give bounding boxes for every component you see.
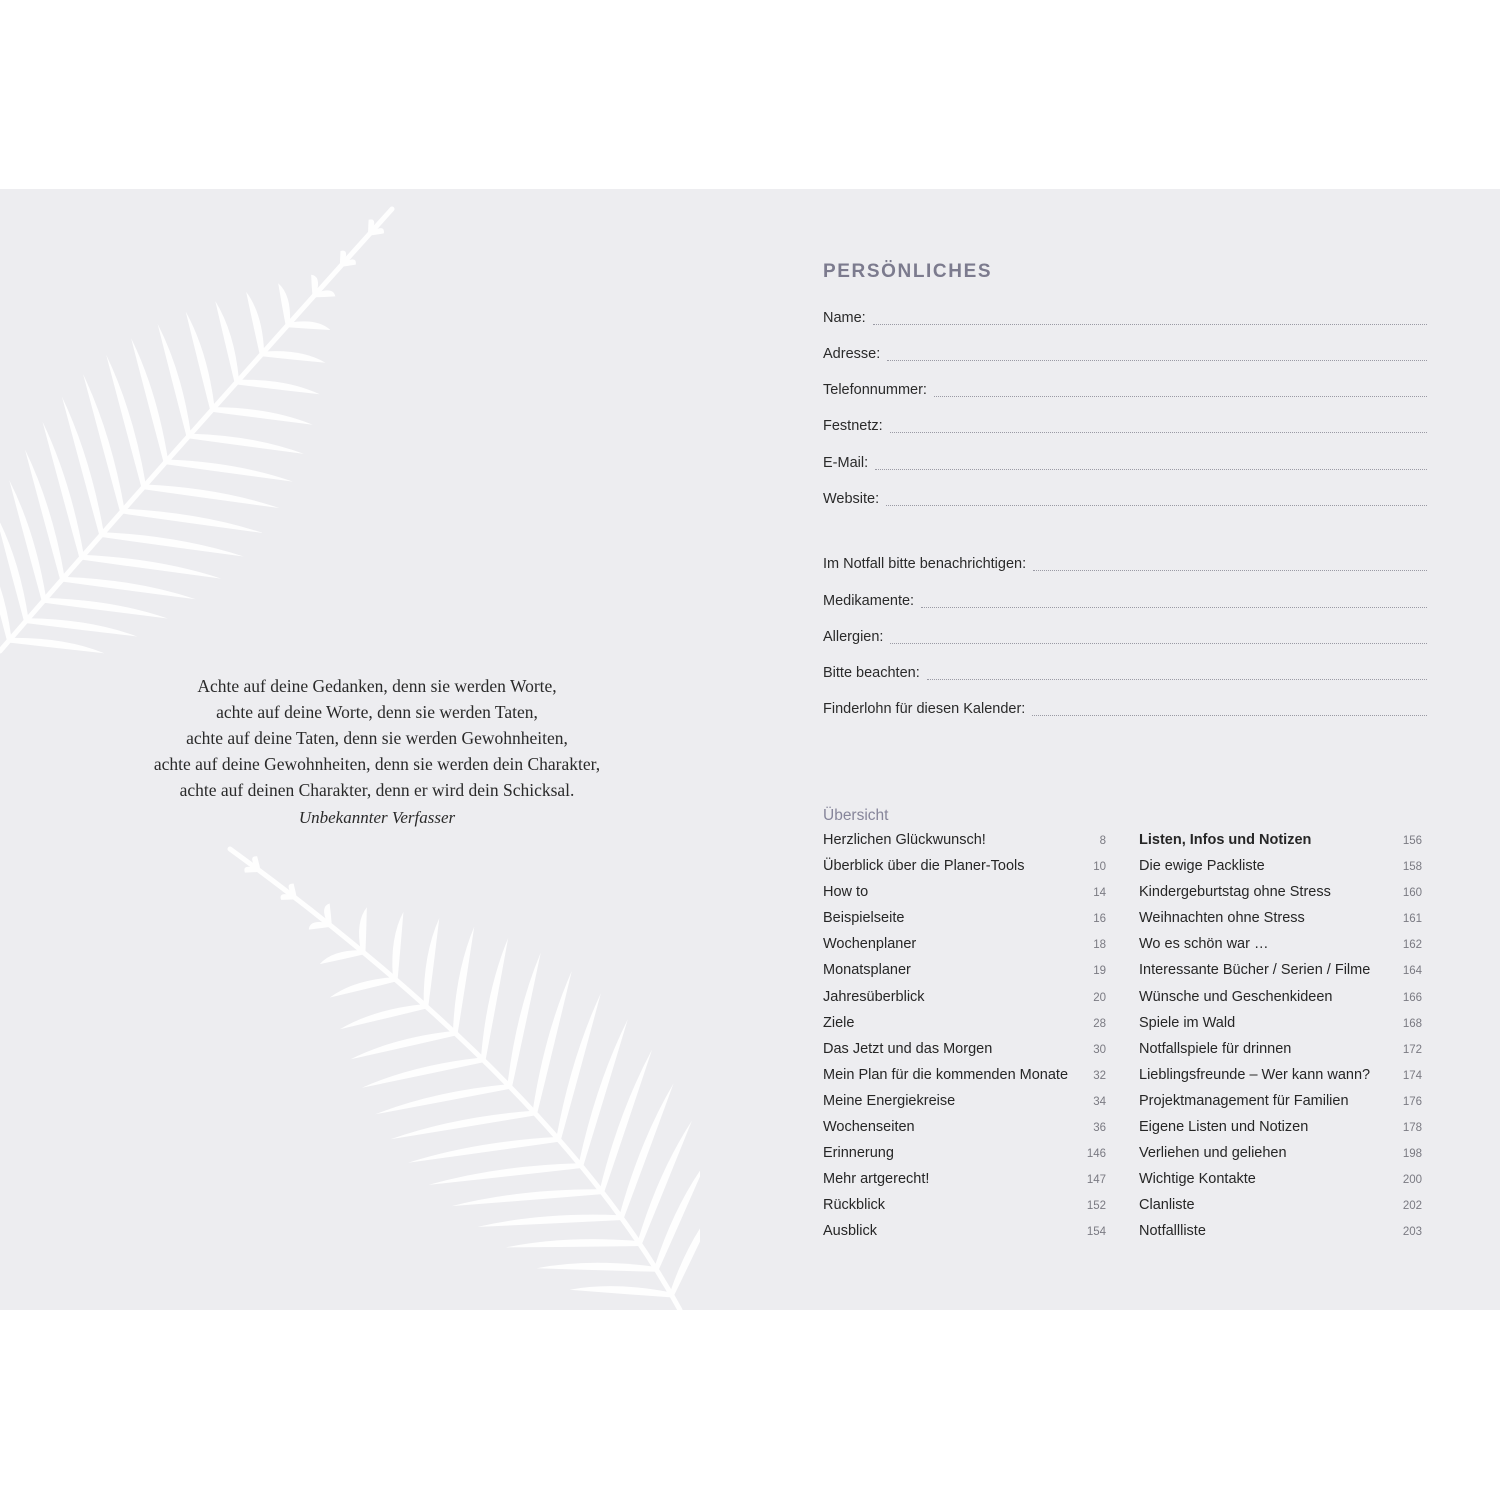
toc-entry-label: Verliehen und geliehen bbox=[1139, 1145, 1287, 1162]
toc-entry-label: Wochenplaner bbox=[823, 936, 917, 953]
toc-entry[interactable] bbox=[823, 989, 1106, 1015]
toc-entry[interactable] bbox=[1139, 910, 1422, 936]
toc-entry[interactable] bbox=[823, 858, 1106, 884]
toc-entry[interactable] bbox=[823, 936, 1106, 962]
toc-entry-page: 36 bbox=[1093, 1122, 1106, 1135]
toc-entry-label: Ziele bbox=[823, 1014, 855, 1031]
field-row bbox=[823, 624, 1427, 646]
toc-entry-page: 152 bbox=[1086, 1200, 1106, 1213]
field-input-line[interactable] bbox=[890, 432, 1427, 433]
field-input-line[interactable] bbox=[927, 679, 1427, 680]
field-input-line[interactable] bbox=[886, 505, 1427, 506]
toc-entry-label: How to bbox=[823, 884, 869, 901]
toc-entry-page: 178 bbox=[1402, 1122, 1422, 1135]
field-label: Festnetz: bbox=[823, 418, 883, 434]
toc-entry-page: 146 bbox=[1086, 1148, 1106, 1161]
toc-entry-page: 168 bbox=[1402, 1017, 1422, 1030]
toc-entry-page: 198 bbox=[1402, 1148, 1422, 1161]
field-input-line[interactable] bbox=[890, 643, 1427, 644]
toc-entry-label: Herzlichen Glückwunsch! bbox=[823, 832, 986, 848]
toc-entry-label: Kindergeburtstag ohne Stress bbox=[1139, 884, 1331, 901]
toc-entry-label: Eigene Listen und Notizen bbox=[1139, 1119, 1309, 1136]
toc-entry[interactable] bbox=[1139, 936, 1422, 962]
toc-entry[interactable] bbox=[1139, 858, 1422, 884]
toc-entry-label: Meine Energiekreise bbox=[823, 1092, 956, 1109]
book-spread bbox=[0, 189, 1500, 1310]
personal-title: PERSÖNLICHES bbox=[823, 261, 993, 282]
toc-entry-label: Clanliste bbox=[1139, 1197, 1195, 1214]
toc-entry-page: 172 bbox=[1402, 1043, 1422, 1056]
toc-entry[interactable] bbox=[823, 1197, 1106, 1223]
toc-entry[interactable] bbox=[1139, 832, 1422, 858]
field-label: Bitte beachten: bbox=[823, 665, 920, 681]
toc-entry[interactable] bbox=[1139, 884, 1422, 910]
toc-entry[interactable] bbox=[1139, 1197, 1422, 1223]
toc-entry-label: Wochenseiten bbox=[823, 1119, 915, 1136]
toc-entry-label: Das Jetzt und das Morgen bbox=[823, 1040, 993, 1057]
quote-line: achte auf deine Worte, denn sie werden Taten, bbox=[216, 702, 538, 722]
toc-entry-page: 200 bbox=[1402, 1174, 1422, 1187]
field-input-line[interactable] bbox=[1032, 715, 1427, 716]
quote-line: achte auf deine Taten, denn sie werden Gewohnheiten, bbox=[186, 728, 568, 748]
toc-entry-label: Interessante Bücher / Serien / Filme bbox=[1139, 962, 1371, 979]
field-row bbox=[823, 341, 1427, 363]
toc-entry-page: 20 bbox=[1093, 991, 1106, 1004]
toc-entry-label: Monatsplaner bbox=[823, 962, 911, 979]
toc-entry[interactable] bbox=[823, 884, 1106, 910]
toc-entry-label: Wünsche und Geschenkideen bbox=[1139, 988, 1333, 1005]
field-label: Finderlohn für diesen Kalender: bbox=[823, 701, 1026, 717]
toc-right-column bbox=[1139, 832, 1422, 1250]
toc-entry-label: Notfallliste bbox=[1139, 1223, 1206, 1240]
toc-entry[interactable] bbox=[823, 1093, 1106, 1119]
toc-entry[interactable] bbox=[1139, 1015, 1422, 1041]
field-row bbox=[823, 551, 1427, 573]
quote-author: Unbekannter Verfasser bbox=[298, 808, 456, 827]
toc-entry[interactable] bbox=[823, 1223, 1106, 1249]
toc-entry[interactable] bbox=[1139, 1145, 1422, 1171]
field-input-line[interactable] bbox=[934, 396, 1427, 397]
toc-entry[interactable] bbox=[1139, 1067, 1422, 1093]
toc-entry[interactable] bbox=[1139, 989, 1422, 1015]
toc-entry-label: Jahresüberblick bbox=[823, 988, 925, 1005]
toc-title: Übersicht bbox=[823, 807, 889, 824]
toc-entry[interactable] bbox=[1139, 962, 1422, 988]
toc-entry-page: 154 bbox=[1086, 1226, 1106, 1239]
toc-entry-page: 174 bbox=[1402, 1069, 1422, 1082]
toc-entry-page: 166 bbox=[1402, 991, 1422, 1004]
field-row bbox=[823, 305, 1427, 327]
field-input-line[interactable] bbox=[875, 469, 1427, 470]
toc-entry-label: Mehr artgerecht! bbox=[823, 1171, 930, 1188]
toc-entry-page: 156 bbox=[1402, 835, 1422, 847]
toc-entry[interactable] bbox=[823, 1041, 1106, 1067]
toc-entry[interactable] bbox=[1139, 1041, 1422, 1067]
toc-entry-page: 18 bbox=[1093, 939, 1106, 952]
toc-entry[interactable] bbox=[823, 832, 1106, 858]
toc-entry[interactable] bbox=[823, 1015, 1106, 1041]
toc-entry-label: Erinnerung bbox=[823, 1145, 894, 1162]
toc-entry-label: Beispielseite bbox=[823, 910, 905, 927]
toc-entry-label: Lieblingsfreunde – Wer kann wann? bbox=[1139, 1066, 1371, 1083]
toc-entry-label: Spiele im Wald bbox=[1139, 1014, 1236, 1031]
field-label: E-Mail: bbox=[823, 455, 869, 471]
toc-entry[interactable] bbox=[823, 1067, 1106, 1093]
quote-line: achte auf deinen Charakter, denn er wird dein Schicksal. bbox=[179, 780, 575, 800]
toc-entry-label: Wichtige Kontakte bbox=[1139, 1171, 1256, 1188]
field-row bbox=[823, 450, 1427, 472]
toc-entry[interactable] bbox=[823, 910, 1106, 936]
field-label: Name: bbox=[823, 310, 866, 326]
toc-entry-page: 8 bbox=[1099, 835, 1106, 847]
toc-entry[interactable] bbox=[1139, 1093, 1422, 1119]
personal-section bbox=[823, 259, 1427, 717]
field-label: Im Notfall bitte benachrichtigen: bbox=[823, 556, 1027, 572]
toc-entry-label: Wo es schön war … bbox=[1139, 936, 1269, 953]
toc-entry-label: Überblick über die Planer-Tools bbox=[823, 858, 1025, 875]
toc-entry-page: 147 bbox=[1086, 1174, 1106, 1187]
toc-entry-page: 203 bbox=[1402, 1226, 1422, 1239]
field-label: Website: bbox=[823, 491, 880, 507]
toc-entry-page: 19 bbox=[1093, 965, 1106, 978]
toc-entry-label: Ausblick bbox=[823, 1223, 877, 1240]
toc-entry-page: 14 bbox=[1093, 887, 1106, 900]
field-input-line[interactable] bbox=[887, 360, 1427, 361]
toc-entry[interactable] bbox=[1139, 1171, 1422, 1197]
toc-entry-page: 10 bbox=[1093, 861, 1106, 874]
toc-entry-page: 28 bbox=[1093, 1017, 1106, 1030]
toc-entry-page: 160 bbox=[1402, 887, 1422, 900]
toc-entry-page: 158 bbox=[1402, 861, 1422, 874]
field-label: Telefonnummer: bbox=[823, 382, 927, 398]
toc-entry-page: 162 bbox=[1402, 939, 1422, 952]
field-label: Adresse: bbox=[823, 346, 881, 362]
toc-entry-label: Weihnachten ohne Stress bbox=[1139, 910, 1305, 927]
table-of-contents bbox=[823, 805, 1423, 1240]
toc-entry[interactable] bbox=[823, 962, 1106, 988]
toc-entry-page: 161 bbox=[1402, 913, 1422, 926]
toc-entry[interactable] bbox=[823, 1119, 1106, 1145]
toc-entry[interactable] bbox=[823, 1145, 1106, 1171]
field-row bbox=[823, 660, 1427, 682]
field-input-line[interactable] bbox=[921, 607, 1427, 608]
toc-entry[interactable] bbox=[1139, 1223, 1422, 1249]
quote-line: Achte auf deine Gedanken, denn sie werden Worte, bbox=[197, 676, 557, 696]
toc-entry[interactable] bbox=[1139, 1119, 1422, 1145]
field-row bbox=[823, 377, 1427, 399]
toc-entry-page: 32 bbox=[1093, 1069, 1106, 1082]
toc-entry-page: 30 bbox=[1093, 1043, 1106, 1056]
toc-entry-label: Rückblick bbox=[823, 1197, 886, 1214]
toc-entry-page: 34 bbox=[1093, 1095, 1106, 1108]
field-input-line[interactable] bbox=[873, 324, 1427, 325]
field-label: Allergien: bbox=[823, 629, 884, 645]
toc-entry-label: Listen, Infos und Notizen bbox=[1139, 832, 1312, 848]
quote-line: achte auf deine Gewohnheiten, denn sie werden dein Charakter, bbox=[153, 754, 601, 774]
quote-text bbox=[90, 673, 664, 803]
toc-entry-label: Notfallspiele für drinnen bbox=[1139, 1040, 1292, 1057]
field-row bbox=[823, 588, 1427, 610]
toc-entry-page: 164 bbox=[1402, 965, 1422, 978]
field-row bbox=[823, 413, 1427, 435]
field-row bbox=[823, 486, 1427, 508]
toc-entry-label: Die ewige Packliste bbox=[1139, 858, 1265, 875]
toc-entry-page: 176 bbox=[1402, 1095, 1422, 1108]
toc-entry[interactable] bbox=[823, 1171, 1106, 1197]
field-label: Medikamente: bbox=[823, 593, 915, 609]
toc-entry-page: 16 bbox=[1093, 913, 1106, 926]
field-input-line[interactable] bbox=[1033, 570, 1427, 571]
field-row bbox=[823, 696, 1427, 718]
quote-block bbox=[90, 673, 664, 828]
toc-entry-label: Mein Plan für die kommenden Monate bbox=[823, 1066, 1069, 1083]
toc-entry-label: Projektmanagement für Familien bbox=[1139, 1092, 1349, 1109]
toc-left-column bbox=[823, 832, 1106, 1250]
toc-entry-page: 202 bbox=[1402, 1200, 1422, 1213]
